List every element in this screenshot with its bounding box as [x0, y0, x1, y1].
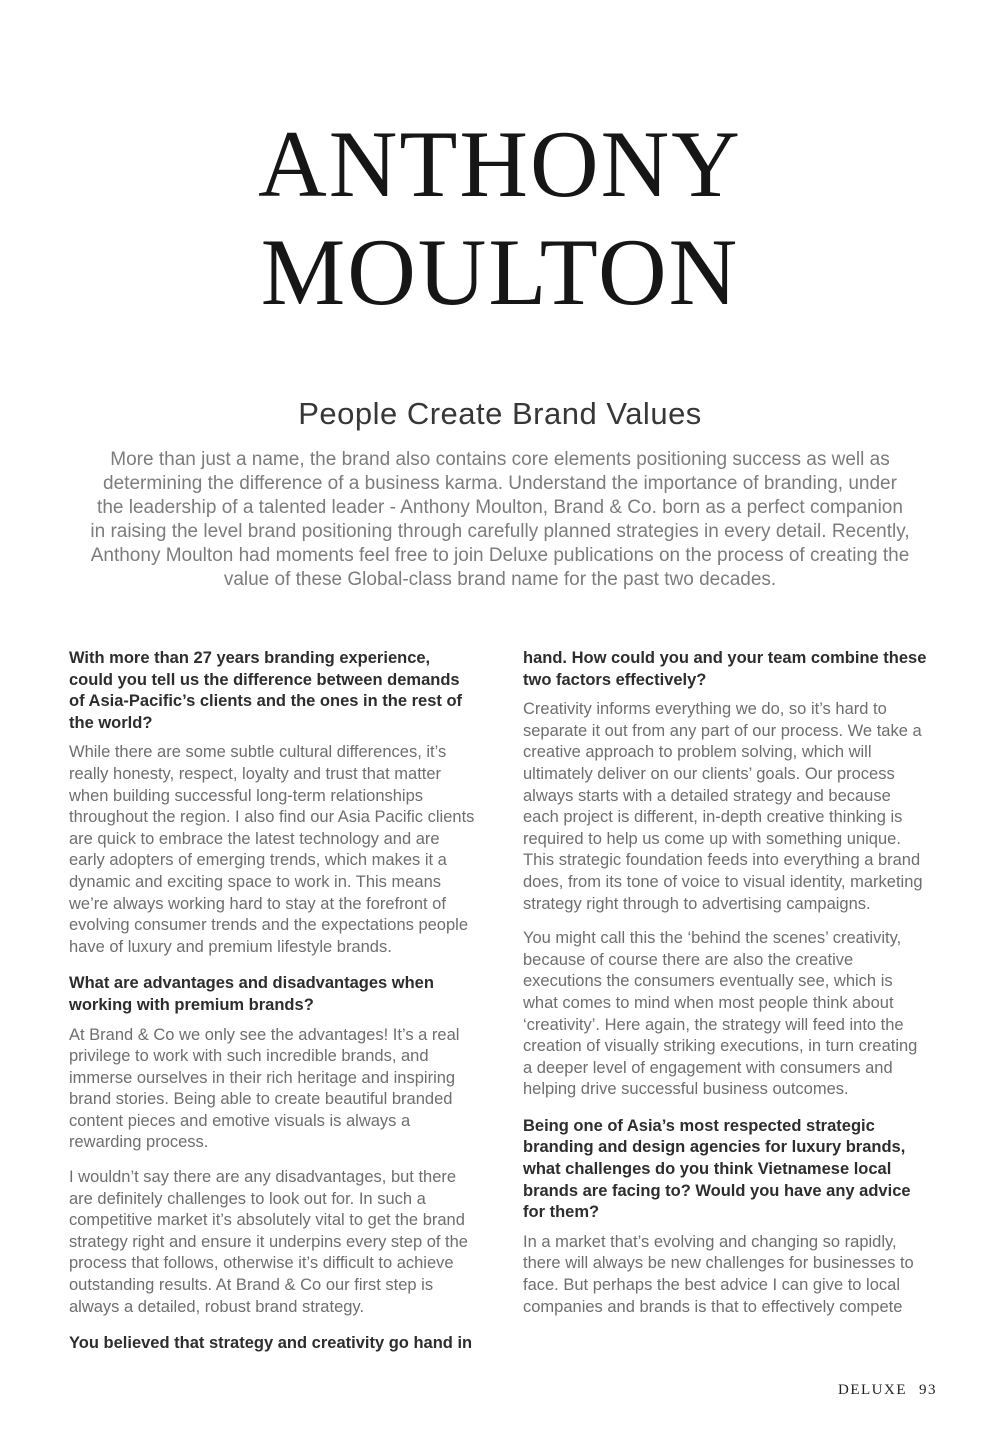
interview-answer: In a market that’s evolving and changing so rapidly, there will always be new challenges for businesses to face. But perhaps the best advice I can give to local companies and brands is that to effectively compete — [523, 1232, 914, 1316]
interview-answer: At Brand & Co we only see the advantages! It’s a real privilege to work with such incredible brands, and immerse ourselves in their rich heritage and inspiring brand stories. Being able to create beautiful branded content pieces and emotive visuals is always a rewarding process. — [69, 1025, 460, 1152]
magazine-name: DELUXE — [838, 1382, 907, 1398]
interview-answer: Creativity informs everything we do, so it’s hard to separate it out from any part of our process. We take a creative approach to problem solving, which will ultimately deliver on our clients’ goals. Our process always starts with a detailed strategy and because each project is different, in-depth creative thinking is required to help us come up with something unique. This strategic foundation feeds into everything a brand does, from its tone of voice to visual identity, marketing strategy right through to advertising campaigns. — [523, 700, 923, 913]
page-title-line-1: ANTHONY — [258, 111, 742, 217]
interview-answer: I wouldn’t say there are any disadvantages, but there are definitely challenges to look out for. In such a competitive market it’s absolutely vital to get the brand strategy right and ensure it underpins every step of the process that follows, otherwise it’s difficult to achieve outstanding results. At Brand & Co our first step is always a detailed, robust brand strategy. — [69, 1168, 468, 1316]
article-intro: More than just a name, the brand also contains core elements positioning success as well as determining the difference of a business karma. Understand the importance of branding, under the leadership of a talented leader - Anthony Moulton, Brand & Co. born as a perfect companion in raising the level brand positioning through carefully planned strategies in every detail. Recently, Anthony Moulton had moments feel free to join Deluxe publications on the process of creating the value of these Global-class brand name for the past two decades. — [90, 449, 910, 590]
article-columns — [69, 648, 931, 1363]
right-column — [523, 648, 931, 1363]
article-subtitle: People Create Brand Values — [298, 396, 702, 431]
page-title — [0, 110, 1000, 326]
page-title-line-2: MOULTON — [260, 219, 740, 325]
left-column — [69, 648, 477, 1363]
interview-question: With more than 27 years branding experience, could you tell us the difference between demands of Asia-Pacific’s clients and the ones in the rest of the world? — [69, 649, 463, 732]
interview-answer: While there are some subtle cultural differences, it’s really honesty, respect, loyalty and trust that matter when building successful long-term relationships throughout the region. I also find our Asia Pacific clients are quick to embrace the latest technology and are early adopters of emerging trends, which makes it a dynamic and exciting space to work in. This means we’re always working hard to stay at the forefront of evolving consumer trends and the expectations people have of luxury and premium lifestyle brands. — [69, 743, 475, 956]
interview-question: What are advantages and disadvantages when working with premium brands? — [69, 974, 434, 1014]
page-footer — [838, 1382, 937, 1399]
interview-question: You believed that strategy and creativity go hand in — [69, 1334, 473, 1353]
interview-question: Being one of Asia’s most respected strategic branding and design agencies for luxury brands, what challenges do you think Vietnamese local brands are facing to? Would you have any advice for them? — [523, 1116, 911, 1222]
page-number: 93 — [919, 1382, 937, 1398]
interview-answer: You might call this the ‘behind the scenes’ creativity, because of course there are also the creative executions the consumers eventually see, which is what comes to mind when most people think about ‘creativity’. Here again, the strategy will feed into the creation of visually striking executions, in turn creating a deeper level of engagement with consumers and helping drive successful business outcomes. — [523, 929, 918, 1099]
interview-question: hand. How could you and your team combine these two factors effectively? — [523, 649, 927, 689]
